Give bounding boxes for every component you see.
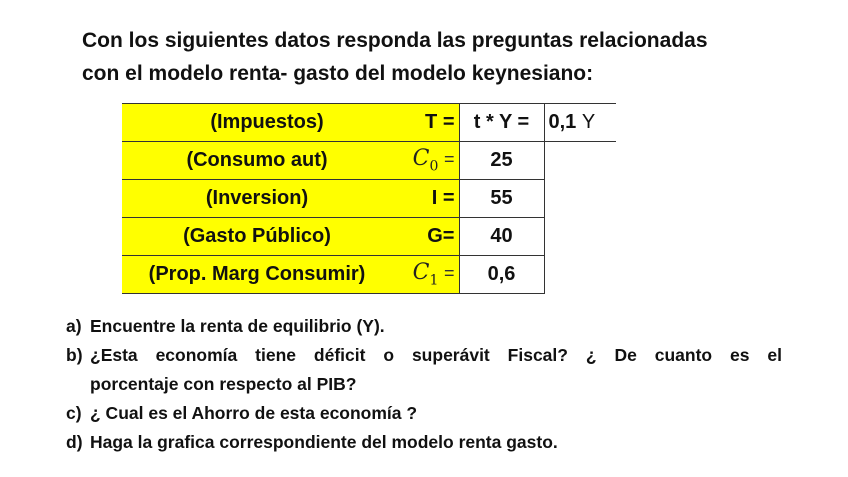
tax-rate-value: 0,1 (548, 111, 577, 133)
row-value: t * Y = (459, 104, 544, 142)
question-marker: d) (66, 432, 83, 452)
list-item (66, 341, 782, 370)
row-label: (Gasto Público) (122, 218, 392, 256)
row-value: 40 (459, 218, 544, 256)
row-symbol (392, 256, 459, 294)
row-label: (Consumo aut) (122, 142, 392, 180)
symbol-var: $C_1$ (412, 260, 439, 289)
table-row (122, 180, 616, 218)
table-row (122, 142, 616, 180)
question-text: ¿Esta economía tiene déficit o superávit Fiscal? ¿ De cuanto es el (90, 345, 782, 365)
symbol-eq: = (443, 149, 455, 170)
row-label: (Prop. Marg Consumir) (122, 256, 392, 294)
question-text: Encuentre la renta de equilibrio (Y). (90, 316, 385, 336)
table-row (122, 256, 616, 294)
list-item (66, 428, 782, 457)
table-row (122, 104, 616, 142)
question-marker: b) (66, 345, 83, 365)
row-value: 55 (459, 180, 544, 218)
question-text: Haga la grafica correspondiente del modelo renta gasto. (90, 432, 558, 452)
data-table (122, 103, 616, 294)
row-label: (Impuestos) (122, 104, 392, 142)
symbol-eq: = (443, 263, 455, 284)
row-label: (Inversion) (122, 180, 392, 218)
heading-line-1: Con los siguientes datos responda las preguntas relacionadas (82, 29, 708, 52)
list-item (66, 399, 782, 428)
question-marker: c) (66, 403, 82, 423)
table-row (122, 218, 616, 256)
heading-line-2: con el modelo renta- gasto del modelo keynesiano: (82, 62, 594, 85)
list-item (66, 312, 782, 341)
row-symbol: I = (392, 180, 459, 218)
problem-heading (82, 24, 802, 90)
question-text-continued: porcentaje con respecto al PIB? (90, 374, 357, 394)
question-text: ¿ Cual es el Ahorro de esta economía ? (90, 403, 418, 423)
row-symbol (392, 142, 459, 180)
tax-rate (544, 104, 616, 142)
row-symbol: G= (392, 218, 459, 256)
question-marker: a) (66, 316, 82, 336)
list-item-continuation (66, 370, 782, 399)
row-symbol: T = (392, 104, 459, 142)
tax-rate-var: Y (581, 111, 596, 133)
symbol-var: $C_0$ (412, 146, 439, 175)
question-list (66, 312, 782, 457)
row-value: 0,6 (459, 256, 544, 294)
row-value: 25 (459, 142, 544, 180)
